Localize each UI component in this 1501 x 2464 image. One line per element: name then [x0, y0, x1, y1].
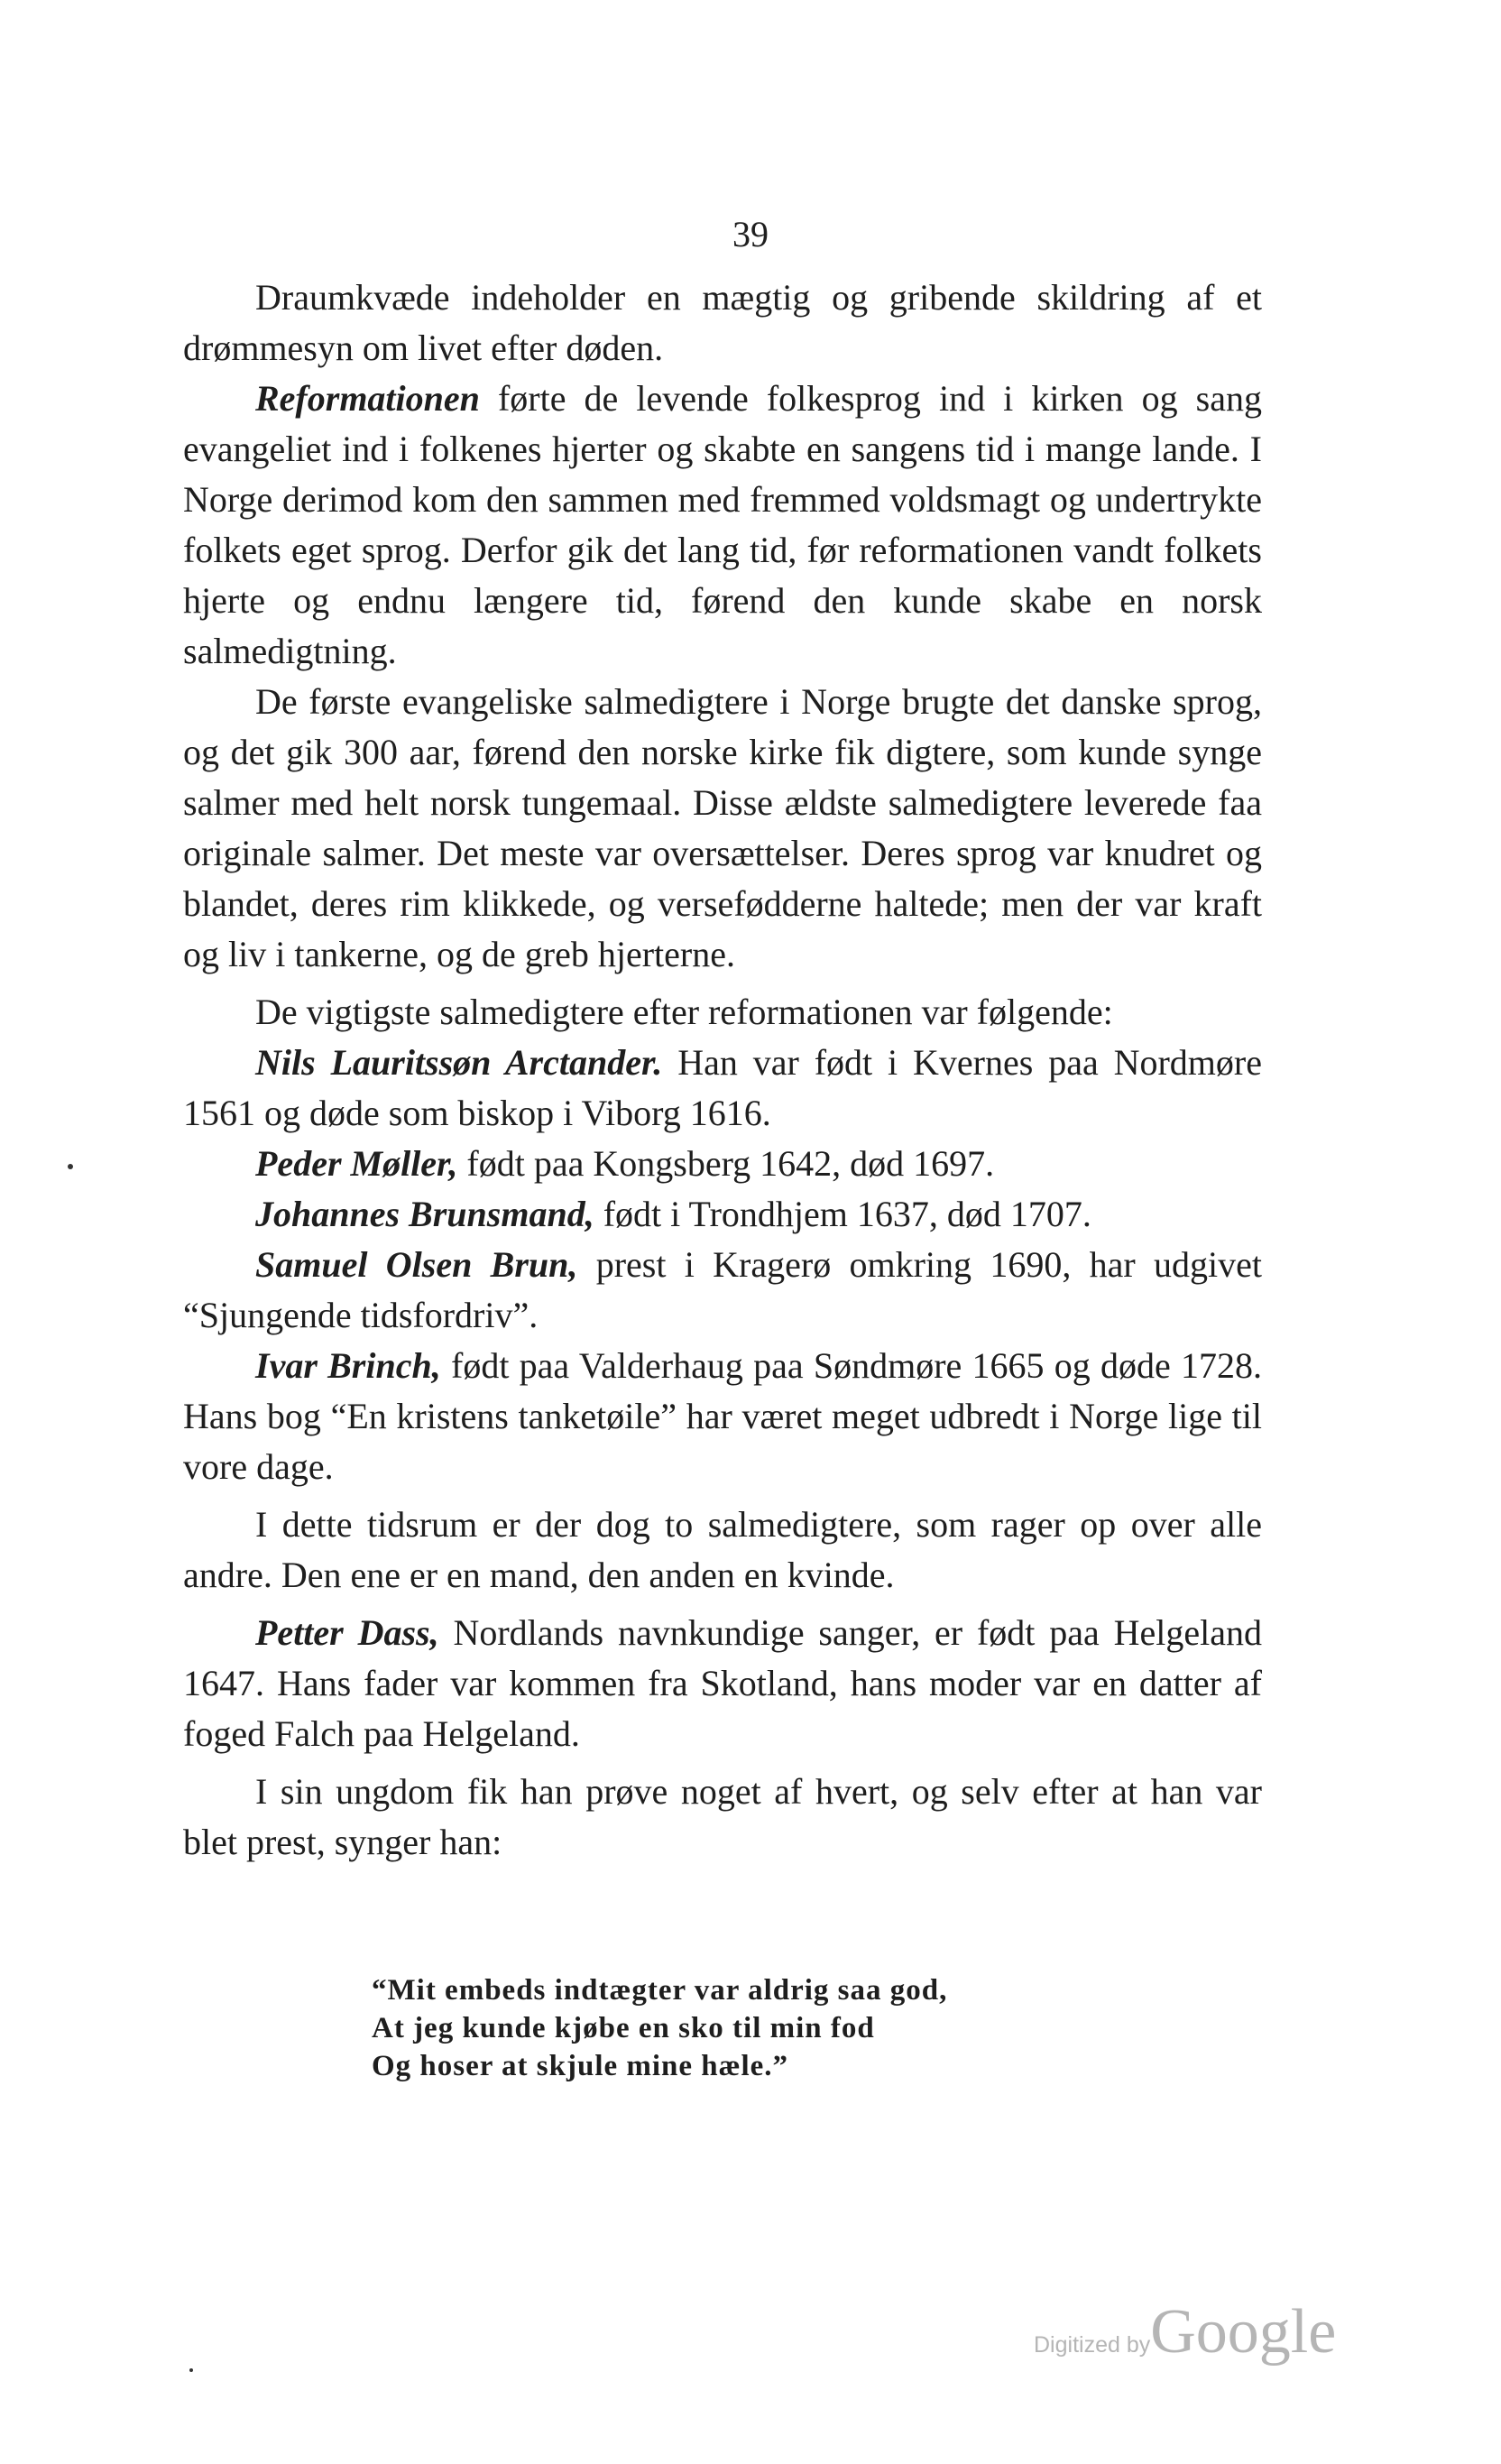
paragraph-text: Han var født i Kvernes paa Nordmøre 1561 og døde som biskop i Viborg 1616.: [183, 1042, 1262, 1133]
paragraph: [183, 677, 1262, 980]
paragraph: [183, 987, 1262, 1038]
verse-line: At jeg kunde kjøbe en sko til min fod: [372, 2012, 875, 2044]
paragraph: [183, 1767, 1262, 1868]
watermark-small-text: Digitized by: [1034, 2332, 1151, 2358]
paragraph: [183, 1240, 1262, 1341]
paragraph: [183, 272, 1262, 374]
person-name: Johannes Brunsmand,: [255, 1194, 594, 1234]
scan-speck: [68, 1164, 73, 1169]
page-number: 39: [732, 214, 769, 254]
person-name: Reformationen: [255, 378, 480, 419]
paragraph: [183, 1139, 1262, 1189]
paragraph: [183, 374, 1262, 677]
paragraph-text: De første evangeliske salmedigtere i Norge brugte det danske sprog, og det gik 300 aar, førend den norske kirke fik digtere, som kunde synge salmer med helt norsk tungemaal. Disse ældste salmedigtere leverede faa originale salmer. Det meste var oversættelser. Deres sprog var knudret og blandet, deres rim klikkede, og versefødderne haltede; men der var kraft og liv i tankerne, og de greb hjerterne.: [183, 681, 1262, 974]
paragraph-text: født paa Valderhaug paa Søndmøre 1665 og døde 1728. Hans bog “En kristens tanketøile” har været meget udbredt i Norge lige til vore dage.: [183, 1345, 1263, 1487]
paragraph-text: førte de levende folkesprog ind i kirken og sang evangeliet ind i folkenes hjerter og skabte en sangens tid i mange lande. I Norge derimod kom den sammen med fremmed voldsmagt og undertrykte folkets eget sprog. Derfor gik det lang tid, før reformationen vandt folkets hjerte og endnu længere tid, førend den kunde skabe en norsk salmedigtning.: [183, 378, 1262, 671]
paragraph-text: I sin ungdom fik han prøve noget af hvert, og selv efter at han var blet prest, synger han:: [183, 1771, 1262, 1862]
body-text: [183, 272, 1262, 1868]
paragraph-text: født i Trondhjem 1637, død 1707.: [594, 1194, 1091, 1234]
person-name: Nils Lauritssøn Arctander.: [255, 1042, 663, 1083]
paragraph: [183, 1500, 1262, 1601]
person-name: Petter Dass,: [255, 1612, 439, 1653]
person-name: Ivar Brinch,: [255, 1345, 441, 1386]
paragraph: [183, 1341, 1262, 1492]
scan-speck: [189, 2368, 193, 2372]
verse-line: “Mit embeds indtægter var aldrig saa god,: [372, 1974, 948, 2007]
google-watermark: [1034, 2296, 1358, 2368]
paragraph: [183, 1038, 1262, 1139]
watermark-logo-text: Google: [1150, 2297, 1337, 2367]
verse-quote: [372, 1971, 1183, 2085]
paragraph-text: De vigtigste salmedigtere efter reformationen var følgende:: [255, 992, 1113, 1032]
paragraph-text: Draumkvæde indeholder en mægtig og gribende skildring af et drømmesyn om livet efter døden.: [183, 277, 1262, 368]
person-name: Peder Møller,: [255, 1143, 458, 1184]
verse-line: Og hoser at skjule mine hæle.”: [372, 2050, 789, 2082]
paragraph: [183, 1189, 1262, 1240]
paragraph-text: født paa Kongsberg 1642, død 1697.: [457, 1143, 995, 1184]
person-name: Samuel Olsen Brun,: [255, 1244, 578, 1285]
paragraph-text: Nordlands navnkundige sanger, er født paa Helgeland 1647. Hans fader var kommen fra Skotland, hans moder var en datter af foged Falch paa Helgeland.: [183, 1612, 1262, 1754]
paragraph: [183, 1608, 1262, 1759]
paragraph-text: I dette tidsrum er der dog to salmedigtere, som rager op over alle andre. Den ene er en mand, den anden en kvinde.: [183, 1504, 1262, 1595]
paragraph-text: prest i Kragerø omkring 1690, har udgivet “Sjungende tidsfordriv”.: [183, 1244, 1262, 1335]
